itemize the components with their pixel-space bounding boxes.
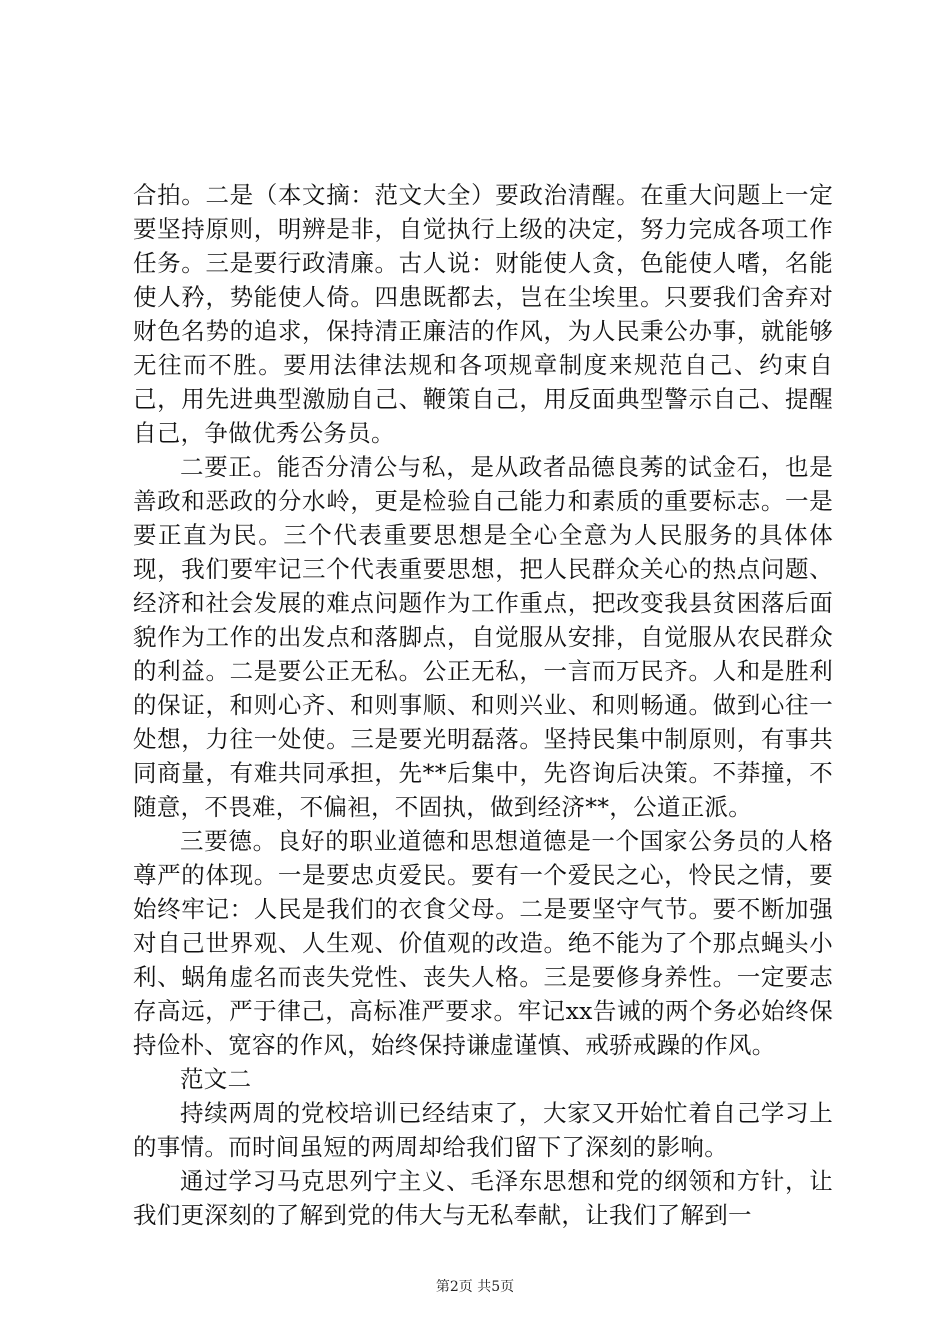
page-number: 第2页 <box>435 1279 473 1295</box>
section-heading-fanwen-er: 范文二 <box>180 1065 252 1093</box>
page-total: 共5页 <box>477 1279 515 1295</box>
paragraph-san-yao-de: 三要德。良好的职业道德和思想道德是一个国家公务员的人格尊严的体现。一是要忠贞爱民。要有一个爱民之心，怜民之情，要始终牢记：人民是我们的衣食父母。二是要坚守气节。要不断加强对自己世界观、人生观、价值观的改造。绝不能为了个那点蝇头小利、蜗角虚名而丧失党性、丧失人格。三是要修身养性。一定要志存高远，严于律己，高标准严要求。牢记xx告诫的两个务必始终保持俭朴、宽容的作风，始终保持谦虚谨慎、戒骄戒躁的作风。 <box>133 827 833 1059</box>
page-footer <box>0 1277 950 1297</box>
paragraph-er-yao-zheng: 二要正。能否分清公与私，是从政者品德良莠的试金石，也是善政和恶政的分水岭，更是检验自己能力和素质的重要标志。一是要正直为民。三个代表重要思想是全心全意为人民服务的具体体现，我们要牢记三个代表重要思想，把人民群众关心的热点问题、经济和社会发展的难点问题作为工作重点，把改变我县贫困落后面貌作为工作的出发点和落脚点，自觉服从安排，自觉服从农民群众的利益。二是要公正无私。公正无私，一言而万民齐。人和是胜利的保证，和则心齐、和则事顺、和则兴业、和则畅通。做到心往一处想，力往一处使。三是要光明磊落。坚持民集中制原则，有事共同商量，有难共同承担，先**后集中，先咨询后决策。不莽撞，不随意，不畏难，不偏袒，不固执，做到经济**，公道正派。 <box>133 453 833 821</box>
document-body <box>133 178 833 1232</box>
paragraph-study-content: 通过学习马克思列宁主义、毛泽东思想和党的纲领和方针，让我们更深刻的了解到党的伟大与无私奉献，让我们了解到一 <box>133 1167 833 1229</box>
paragraph-continuation: 合拍。二是（本文摘：范文大全）要政治清醒。在重大问题上一定要坚持原则，明辨是非，自觉执行上级的决定，努力完成各项工作任务。三是要行政清廉。古人说：财能使人贪，色能使人嗜，名能使人矜，势能使人倚。四患既都去，岂在尘埃里。只要我们舍弃对财色名势的追求，保持清正廉洁的作风，为人民秉公办事，就能够无往而不胜。要用法律法规和各项规章制度来规范自己、约束自己，用先进典型激励自己、鞭策自己，用反面典型警示自己、提醒自己，争做优秀公务员。 <box>133 181 833 447</box>
paragraph-training-intro: 持续两周的党校培训已经结束了，大家又开始忙着自己学习上的事情。而时间虽短的两周却给我们留下了深刻的影响。 <box>133 1099 833 1161</box>
